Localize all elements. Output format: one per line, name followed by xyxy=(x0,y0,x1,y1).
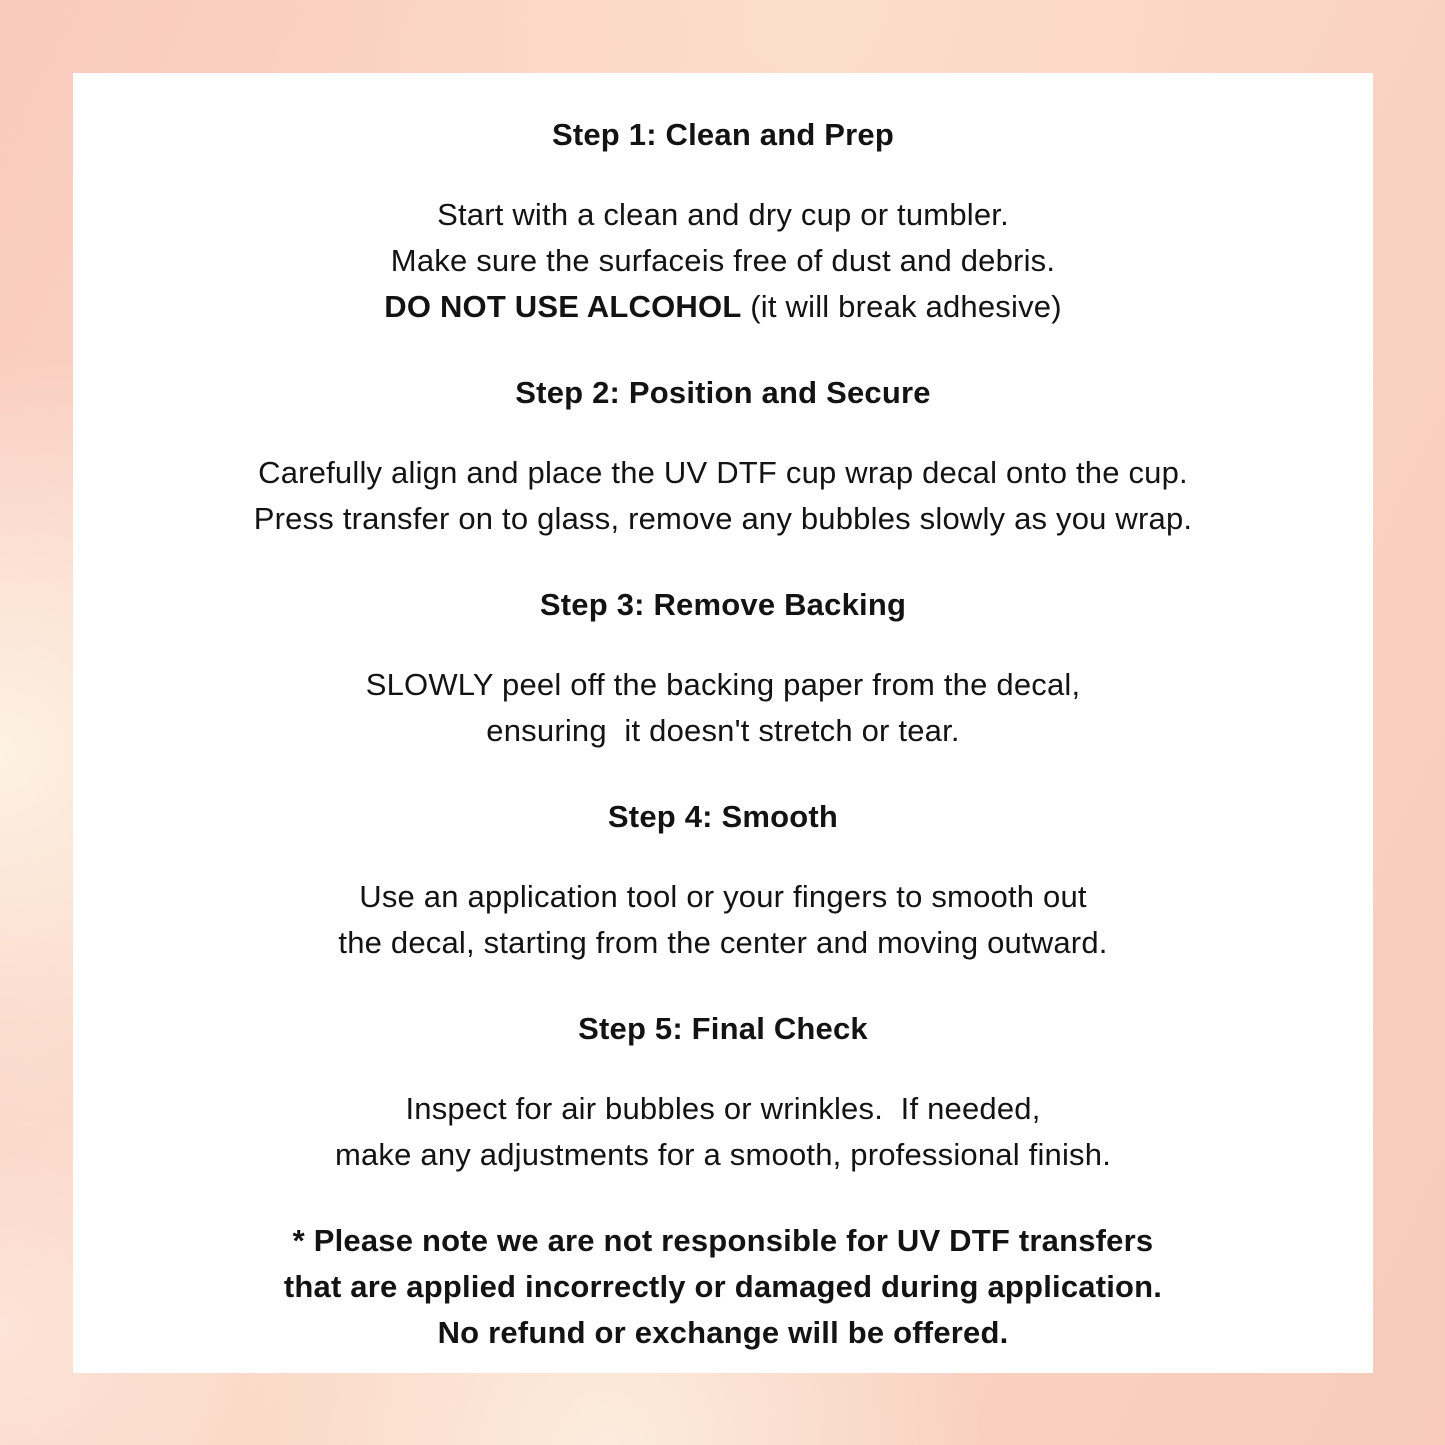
step-4-heading: Step 4: Smooth xyxy=(607,799,839,834)
step-5-heading: Step 5: Final Check xyxy=(578,1011,868,1046)
step-2-heading: Step 2: Position and Secure xyxy=(515,375,931,410)
step-2-section xyxy=(73,370,1373,542)
step-1-body-line-1: Start with a clean and dry cup or tumbler. xyxy=(437,197,1009,232)
step-5-section xyxy=(73,1006,1373,1178)
step-3-section xyxy=(73,582,1373,754)
step-3-heading: Step 3: Remove Backing xyxy=(539,587,907,622)
step-1-heading: Step 1: Clean and Prep xyxy=(551,117,895,152)
step-2-body-line-2: Press transfer on to glass, remove any bubbles slowly as you wrap. xyxy=(253,501,1193,536)
step-3-body-line-1: SLOWLY peel off the backing paper from the decal, xyxy=(365,667,1081,702)
step-1-body-line-2: Make sure the surfaceis free of dust and debris. xyxy=(390,243,1056,278)
step-5-body-line-2: make any adjustments for a smooth, professional finish. xyxy=(334,1137,1112,1172)
step-4-body-line-2: the decal, starting from the center and moving outward. xyxy=(338,925,1108,960)
alcohol-warning-bold-text: DO NOT USE ALCOHOL xyxy=(384,289,742,324)
step-3-body-line-2: ensuring it doesn't stretch or tear. xyxy=(486,713,960,748)
alcohol-warning-note-text: (it will break adhesive) xyxy=(741,289,1062,324)
disclaimer-line-2: that are applied incorrectly or damaged during application. xyxy=(283,1269,1163,1304)
step-4-section xyxy=(73,794,1373,966)
step-1-section xyxy=(73,112,1373,330)
instruction-card xyxy=(73,73,1373,1373)
step-2-body-line-1: Carefully align and place the UV DTF cup wrap decal onto the cup. xyxy=(258,455,1188,490)
step-4-body-line-1: Use an application tool or your fingers to smooth out xyxy=(359,879,1087,914)
step-1-alcohol-warning-line xyxy=(73,284,1373,330)
disclaimer-line-3: No refund or exchange will be offered. xyxy=(437,1315,1009,1350)
disclaimer-section xyxy=(73,1218,1373,1356)
disclaimer-line-1: * Please note we are not responsible for UV DTF transfers xyxy=(292,1223,1154,1258)
step-5-body-line-1: Inspect for air bubbles or wrinkles. If needed, xyxy=(405,1091,1041,1126)
